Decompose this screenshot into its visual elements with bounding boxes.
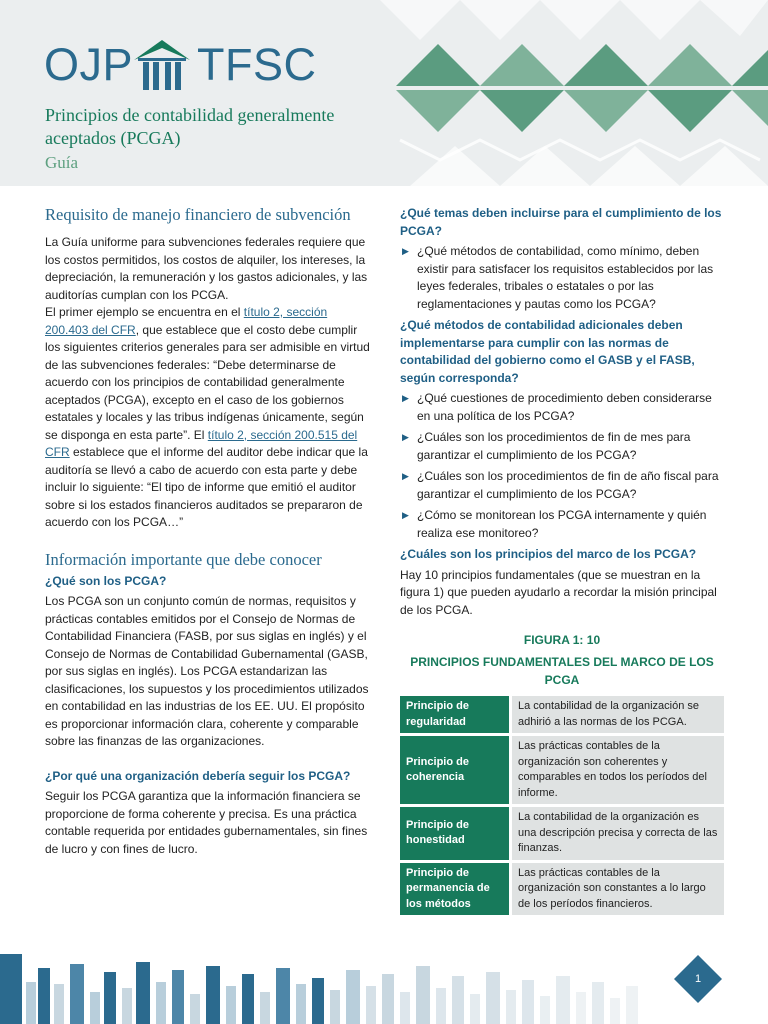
header-pattern-decoration [0, 0, 768, 186]
paragraph-cfr-examples [45, 304, 370, 532]
list-item [400, 429, 724, 464]
table-row [400, 863, 724, 916]
list-item-text: ¿Cuáles son los procedimientos de fin de año fiscal para garantizar el cumplimiento de los PCGA? [417, 469, 719, 501]
text-fragment: establece que el informe del auditor debe indicar que la auditoría se llevó a cabo de acuerdo con esta parte y debe incluir lo siguiente: “El tipo de informe que emitió el auditor sobre si los estados financieros auditados se prepararon de acuerdo con los PCGA…” [45, 445, 368, 529]
answer-framework-principles: Hay 10 principios fundamentales (que se muestran en la figura 1) que pueden ayudarlo a recordar la misión principal de los PCGA. [400, 567, 717, 617]
logo [44, 38, 317, 92]
principles-table [400, 693, 724, 918]
question-framework-principles: ¿Cuáles son los principios del marco de los PCGA? [400, 547, 697, 561]
list-item-text: ¿Cuáles son los procedimientos de fin de mes para garantizar el cumplimiento de los PCGA? [417, 430, 691, 462]
cfr-200-403-link[interactable]: título 2, sección 200.403 del CFR [45, 305, 328, 337]
triangle-right-icon: ▶ [402, 246, 409, 256]
section-heading-financial-requirement: Requisito de manejo financiero de subvención [45, 205, 351, 224]
question-additional-methods: ¿Qué métodos de contabilidad adicionales deben implementarse para cumplir con las normas de contabilidad del gobierno como el GASB y el FASB, según corresponda? [400, 318, 695, 385]
bullet-list-topics [400, 243, 724, 313]
triangle-right-icon: ▶ [402, 471, 409, 481]
paragraph-uniform-guidance: La Guía uniforme para subvenciones federales requiere que los costos permitidos, los costos de alquiler, los intereses, la depreciación, la remuneración y los gastos adicionales, y las auditorías cumplan con los PCGA. [45, 235, 368, 302]
triangle-right-icon: ▶ [402, 393, 409, 403]
table-row [400, 807, 724, 860]
principle-name-cell: Principio de coherencia [400, 736, 509, 804]
text-fragment: El primer ejemplo se encuentra en el [45, 305, 244, 319]
figure-caption: FIGURA 1: 10 [523, 633, 601, 647]
principle-description-cell: Las prácticas contables de la organización son coherentes y comparables en todos los períodos del informe. [509, 736, 724, 804]
principle-description-cell: La contabilidad de la organización se adhirió a las normas de los PCGA. [509, 696, 724, 733]
page-number: 1 [694, 973, 702, 985]
document-title: Principios de contabilidad generalmente aceptados (PCGA) [45, 105, 335, 148]
principle-name-cell: Principio de honestidad [400, 807, 509, 860]
question-topics-compliance: ¿Qué temas deben incluirse para el cumplimiento de los PCGA? [400, 206, 722, 238]
principle-name-cell: Principio de permanencia de los métodos [400, 863, 509, 916]
triangle-right-icon: ▶ [402, 432, 409, 442]
bullet-list-methods [400, 390, 724, 542]
answer-why-follow-pcga: Seguir los PCGA garantiza que la información financiera se proporcione de forma coherente y precisa. Es una práctica contable requerida por entidades gubernamentales, sin fines de lucro y con fines de lucro. [45, 789, 368, 856]
footer-bar-decoration [0, 952, 768, 1024]
list-item [400, 390, 724, 425]
list-item-text: ¿Cómo se monitorean los PCGA internamente y quién realiza ese monitoreo? [417, 508, 707, 540]
list-item [400, 507, 724, 542]
left-column [45, 205, 370, 858]
list-item [400, 468, 724, 503]
list-item [400, 243, 724, 313]
question-what-are-pcga: ¿Qué son los PCGA? [45, 573, 167, 588]
table-row [400, 736, 724, 804]
text-fragment: , que establece que el costo debe cumplir los siguientes criterios generales para ser admisible en virtud de las subvenciones federales: “Debe determinarse de acuerdo con los principios de contabilidad generalmente aceptados (PCGA), excepto en el caso de los gobiernos estatales y locales y las tribus indígenas únicamente, según se disponga en esta parte”. El [45, 322, 370, 442]
mountain-columns-logo-icon [130, 38, 194, 92]
header [0, 0, 768, 186]
figure-title: PRINCIPIOS FUNDAMENTALES DEL MARCO DE LOS PCGA [410, 655, 714, 687]
answer-what-are-pcga: Los PCGA son un conjunto común de normas, requisitos y prácticas contables emitidos por el Consejo de Normas de Contabilidad Financiera (FASB, por sus siglas en inglés) y el Consejo de Normas de Contabilidad Gubernamental (GASB, por sus siglas en inglés). Los PCGA estandarizan las clasificaciones, los supuestos y los procedimientos utilizados en contabilidad en las industrias de los EE. UU. El propósito es proporcionar información clara, coherente y comparable sobre las finanzas de las organizaciones. [45, 594, 369, 748]
document-subtitle: Guía [45, 153, 79, 172]
cfr-200-515-link[interactable]: título 2, sección 200.515 del CFR [45, 427, 358, 459]
logo-tfsc-text: TFSC [197, 39, 317, 90]
logo-ojp-text: OJP [44, 39, 134, 90]
list-item-text: ¿Qué métodos de contabilidad, como mínimo, deben existir para satisfacer los requisitos establecidos por las leyes federales, tribales o estatales o por las reglamentaciones y pautas como los PCGA? [417, 244, 714, 311]
table-row [400, 696, 724, 733]
triangle-right-icon: ▶ [402, 510, 409, 520]
question-why-follow-pcga: ¿Por qué una organización debería seguir los PCGA? [45, 768, 351, 783]
list-item-text: ¿Qué cuestiones de procedimiento deben considerarse en una política de los PCGA? [417, 391, 712, 423]
section-heading-important-info: Información importante que debe conocer [45, 549, 322, 569]
principle-description-cell: Las prácticas contables de la organización son constantes a lo largo de los períodos financieros. [509, 863, 724, 916]
principle-name-cell: Principio de regularidad [400, 696, 509, 733]
right-column [400, 205, 724, 918]
principle-description-cell: La contabilidad de la organización es una descripción precisa y correcta de las finanzas. [509, 807, 724, 860]
